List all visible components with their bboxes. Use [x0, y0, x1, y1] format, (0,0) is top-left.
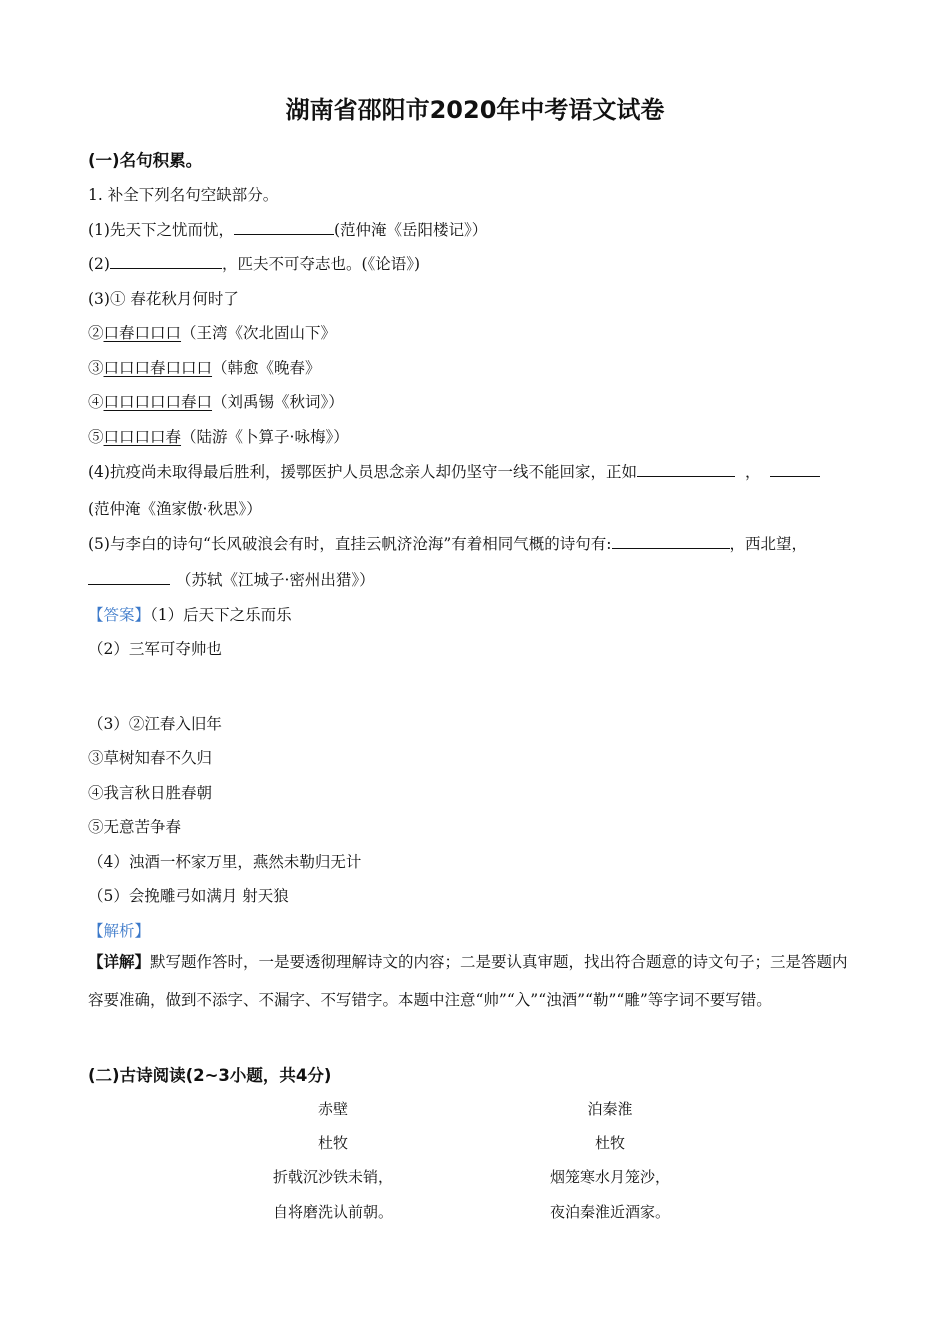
- poem-boqinhuai-line-1: 烟笼寒水月笼沙，: [549, 1168, 670, 1186]
- answer-3-3: ③草树知春不久归: [88, 749, 213, 767]
- answer-tag: 【答案】: [88, 606, 151, 624]
- poem-chibi-line-2: 自将磨洗认前朝。: [272, 1203, 393, 1221]
- answer-1: 【答案】（1）后天下之乐而乐: [88, 606, 292, 624]
- poem-chibi-author: 杜牧: [317, 1134, 348, 1152]
- item-5-source: （苏轼《江城子·密州出猎》）: [88, 568, 375, 590]
- page-title: 湖南省邵阳市2020年中考语文试卷: [285, 96, 665, 124]
- answer-4: （4）浊酒一杯家万里，燕然未勒归无计: [88, 853, 362, 871]
- answer-3: （3）②江春入旧年: [88, 715, 222, 733]
- answer-3-5: ⑤无意苦争春: [88, 818, 182, 836]
- item-3-3: ③口口口春口口口（韩愈《晚春》: [88, 359, 321, 377]
- answer-5: （5）会挽雕弓如满月 射天狼: [88, 887, 289, 905]
- poem-chibi-title: 赤壁: [317, 1100, 348, 1118]
- item-3-5: ⑤口口口口春（陆游《卜算子·咏梅》）: [88, 428, 349, 446]
- poem-chibi-line-1: 折戟沉沙铁未销，: [272, 1168, 393, 1186]
- detail-tag: 【详解】: [88, 952, 151, 971]
- answer-blank[interactable]: [234, 220, 334, 235]
- analysis-detail: 【详解】默写题作答时，一是要透彻理解诗文的内容；二是要认真审题，找出符合题意的诗文句子；三是答题内容要准确，做到不添字、不漏字、不写错字。本题中注意“帅”“入”“浊酒”“勒”“雕”等字词不要写错。: [88, 952, 848, 1009]
- item-4-source: (范仲淹《渔家傲·秋思》）: [88, 500, 262, 518]
- item-3-4: ④口口口口口春口（刘禹锡《秋词》）: [88, 393, 344, 411]
- answer-blank[interactable]: [612, 534, 730, 549]
- answer-blank[interactable]: [770, 462, 820, 477]
- item-2: (2) ，匹夫不可夺志也。(《论语》): [88, 255, 421, 273]
- poem-boqinhuai-line-2: 夜泊秦淮近酒家。: [549, 1203, 670, 1221]
- section-heading-1: (一)名句积累。: [88, 151, 203, 170]
- question-1: 1. 补全下列名句空缺部分。: [88, 186, 279, 204]
- answer-blank[interactable]: [637, 462, 735, 477]
- item-1: (1)先天下之忧而忧， (范仲淹《岳阳楼记》）: [88, 221, 488, 239]
- poem-boqinhuai-title: 泊秦淮: [587, 1100, 633, 1118]
- answer-blank[interactable]: [110, 254, 222, 269]
- analysis-tag: 【解析】: [88, 922, 151, 940]
- answer-blank[interactable]: [88, 570, 170, 585]
- item-4: (4)抗疫尚未取得最后胜利，援鄂医护人员思念亲人却仍坚守一线不能回家，正如 ，: [88, 460, 820, 482]
- poem-boqinhuai-author: 杜牧: [594, 1134, 625, 1152]
- answer-3-4: ④我言秋日胜春朝: [88, 784, 213, 802]
- section-heading-2: (二)古诗阅读(2~3小题，共4分): [88, 1066, 332, 1085]
- item-3: (3)① 春花秋月何时了: [88, 290, 239, 308]
- item-5: (5)与李白的诗句“长风破浪会有时，直挂云帆济沧海”有着相同气概的诗句有: ，西北望，: [88, 535, 808, 553]
- answer-2: （2）三军可夺帅也: [88, 640, 222, 658]
- item-3-2: ②口春口口口（王湾《次北固山下》: [88, 324, 337, 342]
